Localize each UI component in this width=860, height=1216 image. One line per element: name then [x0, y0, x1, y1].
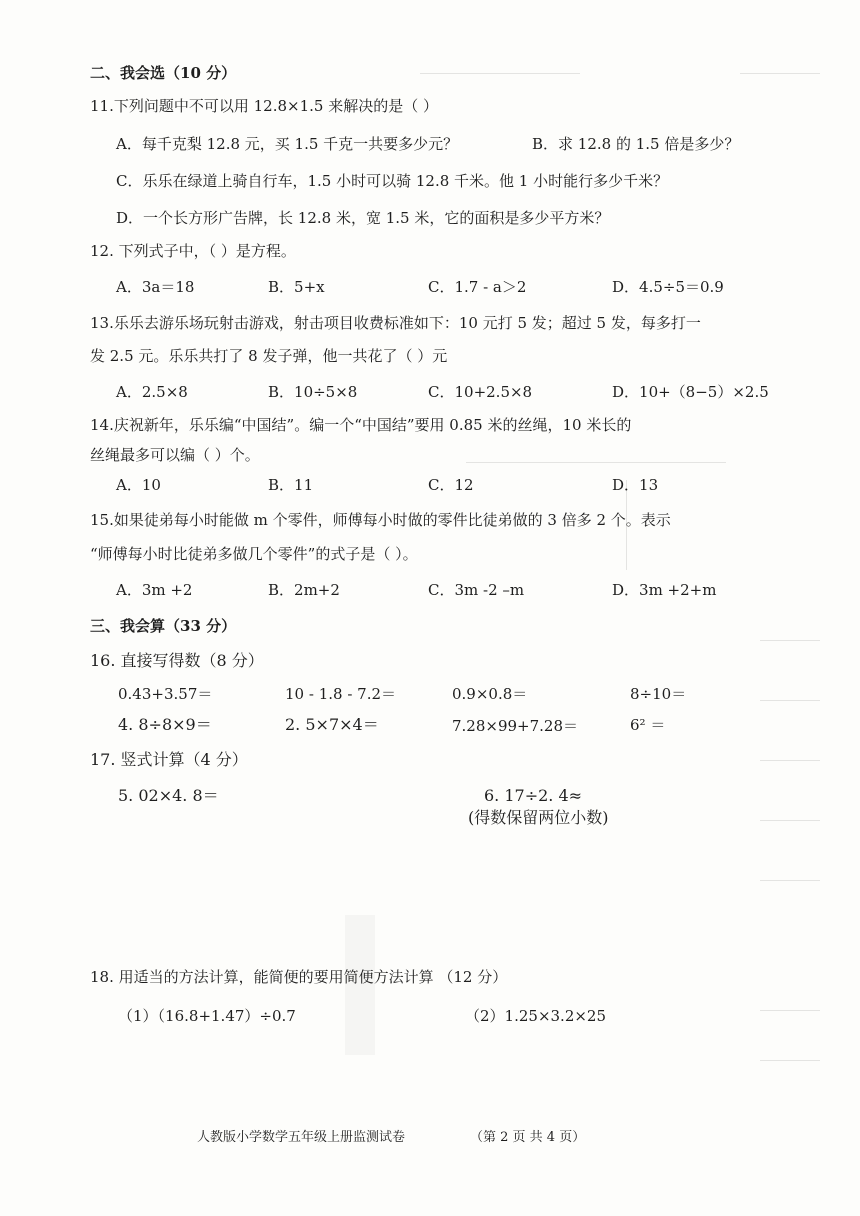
q11-option-c: C．乐乐在绿道上骑自行车，1.5 小时可以骑 12.8 千米。他 1 小时能行多少千米？	[116, 172, 669, 190]
q13-option-a: A．2.5×8	[116, 383, 188, 401]
q14-option-a: A．10	[116, 476, 161, 494]
q13-option-d: D．10+（8−5）×2.5	[612, 383, 769, 401]
q13-option-b: B．10÷5×8	[268, 383, 358, 401]
oral-calc-item: 10 - 1.8 - 7.2＝	[285, 685, 397, 703]
bleed-through-line	[760, 640, 820, 641]
q11-option-a: A．每千克梨 12.8 元，买 1.5 千克一共要多少元？	[116, 135, 459, 153]
q12-option-a: A．3a＝18	[116, 278, 195, 296]
bleed-through-line	[760, 700, 820, 701]
written-calc-a: 5. 02×4. 8＝	[118, 786, 219, 805]
oral-calc-item: 0.9×0.8＝	[452, 685, 528, 703]
question-18-title: 18. 用适当的方法计算，能简便的要用简便方法计算 （12 分）	[90, 968, 508, 986]
oral-calc-item: 6² ＝	[630, 716, 666, 734]
question-17-title: 17. 竖式计算（4 分）	[90, 750, 248, 769]
q13-option-c: C．10+2.5×8	[428, 383, 533, 401]
q15-option-a: A．3m +2	[116, 581, 193, 599]
q12-option-d: D．4.5÷5＝0.9	[612, 278, 724, 296]
oral-calc-item: 7.28×99+7.28＝	[452, 717, 579, 735]
oral-calc-item: 0.43+3.57＝	[118, 685, 213, 703]
bleed-through-line	[760, 760, 820, 761]
q14-option-c: C．12	[428, 476, 474, 494]
q15-option-d: D．3m +2+m	[612, 581, 717, 599]
simplify-calc-1: （1）（16.8+1.47）÷0.7	[118, 1007, 296, 1025]
question-14-line2: 丝绳最多可以编（ ）个。	[90, 446, 260, 464]
page-indicator: （第 2 页 共 4 页）	[470, 1130, 586, 1145]
oral-calc-item: 2. 5×7×4＝	[285, 715, 379, 734]
exam-paper-title: 人教版小学数学五年级上册监测试卷	[197, 1130, 406, 1145]
q15-option-c: C．3m -2 –m	[428, 581, 525, 599]
question-15-line1: 15.如果徒弟每小时能做 m 个零件，师傅每小时做的零件比徒弟做的 3 倍多 2 个。表示	[90, 511, 671, 529]
oral-calc-item: 4. 8÷8×9＝	[118, 715, 212, 734]
section-title: 三、我会算（33 分）	[90, 617, 237, 635]
bleed-through-line	[760, 880, 820, 881]
question-11-stem: 11.下列问题中不可以用 12.8×1.5 来解决的是（ ）	[90, 97, 438, 115]
question-13-line1: 13.乐乐去游乐场玩射击游戏，射击项目收费标准如下：10 元打 5 发；超过 5 发，每多打一	[90, 314, 701, 332]
q14-option-d: D．13	[612, 476, 659, 494]
bleed-through-line	[466, 462, 726, 463]
question-12-stem: 12. 下列式子中，（ ）是方程。	[90, 242, 296, 260]
written-calc-b-note: (得数保留两位小数)	[468, 808, 609, 827]
question-13-line2: 发 2.5 元。乐乐共打了 8 发子弹，他一共花了（ ）元	[90, 347, 448, 365]
q11-option-d: D．一个长方形广告牌，长 12.8 米，宽 1.5 米，它的面积是多少平方米？	[116, 209, 610, 227]
q14-option-b: B．11	[268, 476, 314, 494]
q12-option-c: C．1.7 - a＞2	[428, 278, 527, 296]
simplify-calc-2: （2）1.25×3.2×25	[465, 1007, 607, 1025]
question-16-title: 16. 直接写得数（8 分）	[90, 651, 264, 670]
q12-option-b: B．5+x	[268, 278, 325, 296]
bleed-through-line	[760, 1010, 820, 1011]
bleed-through-line	[760, 1060, 820, 1061]
question-15-line2: “师傅每小时比徒弟多做几个零件”的式子是（ ）。	[90, 545, 418, 563]
written-calc-b: 6. 17÷2. 4≈	[484, 786, 583, 805]
bleed-through-line	[420, 73, 580, 74]
q15-option-b: B．2m+2	[268, 581, 340, 599]
q11-option-b: B．求 12.8 的 1.5 倍是多少？	[532, 135, 740, 153]
bleed-through-line	[740, 73, 820, 74]
bleed-through-line	[760, 820, 820, 821]
question-14-line1: 14.庆祝新年，乐乐编“中国结”。编一个“中国结”要用 0.85 米的丝绳，10 米长的	[90, 416, 632, 434]
section-title: 二、我会选（10 分）	[90, 64, 237, 82]
oral-calc-item: 8÷10＝	[630, 685, 687, 703]
